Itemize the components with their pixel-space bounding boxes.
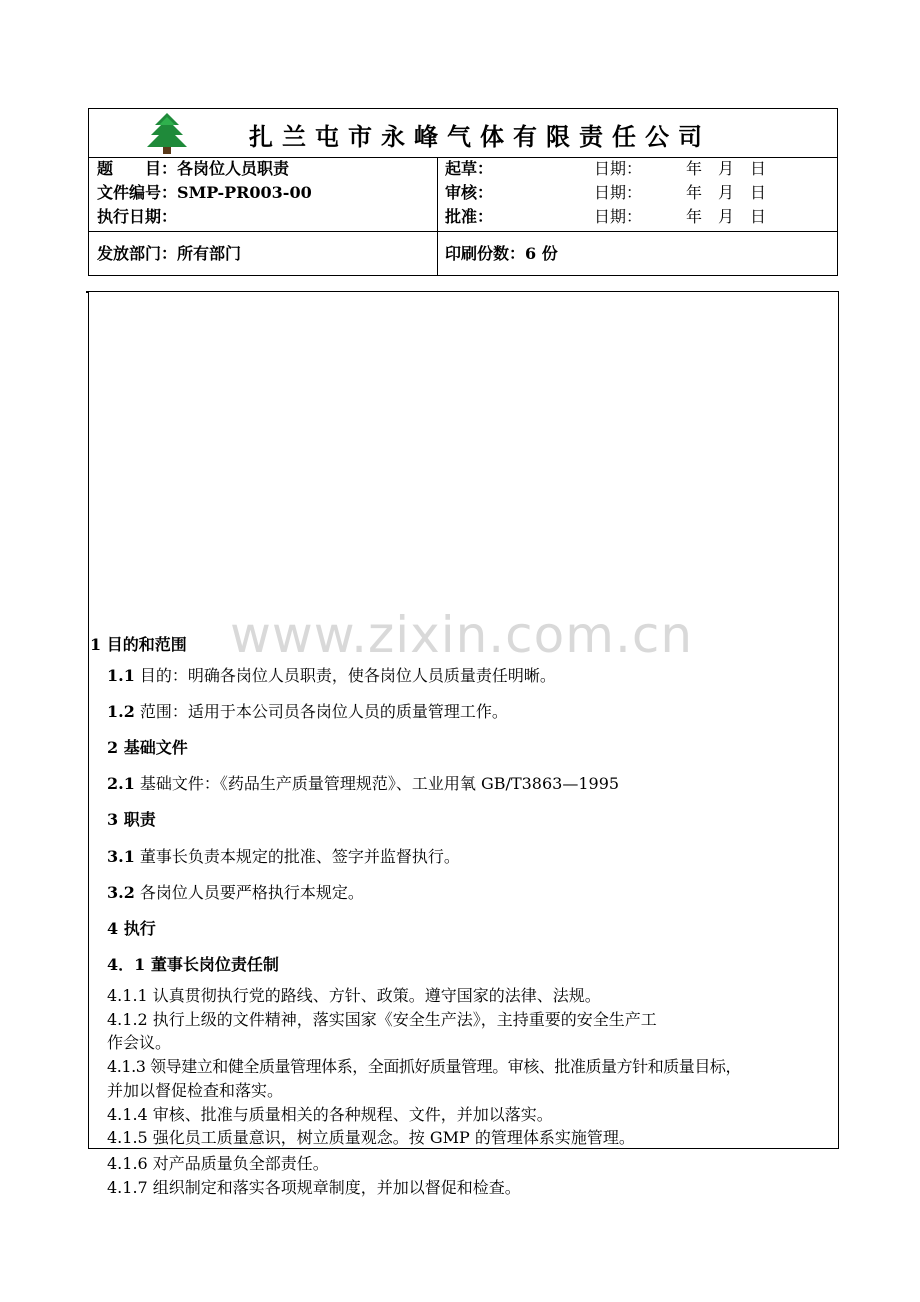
title-field [97, 158, 289, 180]
company-name: 扎兰屯市永峰气体有限责任公司 [249, 123, 711, 151]
item-1-1-text: 目的：明确各岗位人员职责，使各岗位人员质量责任明晰。 [134, 666, 556, 685]
approve-date-label: 日期： [594, 207, 643, 226]
copies-value: 6 [525, 244, 537, 263]
section-1-title: 1 目的和范围 [90, 635, 187, 654]
draft-label: 起草： [445, 159, 494, 178]
review-label: 审核： [445, 183, 494, 202]
item-4-1-1: 4.1.1 认真贯彻执行党的路线、方针、政策。遵守国家的法律、法规。 [107, 986, 601, 1005]
distribution-value: 所有部门 [177, 244, 242, 263]
copies-field [445, 243, 558, 265]
item-1-1 [107, 665, 556, 687]
item-4-1-7: 4.1.7 组织制定和落实各项规章制度，并加以督促和检查。 [107, 1178, 521, 1197]
item-1-2-text: 范围：适用于本公司员各岗位人员的质量管理工作。 [134, 702, 508, 721]
item-4-1-2-line1: 4.1.2 执行上级的文件精神，落实国家《安全生产法》，主持重要的安全生产工 [107, 1010, 657, 1029]
doc-number-field [97, 182, 312, 204]
section-2-title: 2 基础文件 [107, 738, 188, 757]
header-title-row [89, 109, 837, 158]
item-4-1-3-line1: 4.1.3 领导建立和健全质量管理体系，全面抓好质量管理。审核、批准质量方针和质量目标， [107, 1057, 741, 1076]
title-label: 题 目： [97, 159, 178, 178]
approve-label: 批准： [445, 207, 494, 226]
distribution-field [97, 243, 241, 265]
doc-number-label: 文件编号： [97, 183, 178, 202]
item-1-2 [107, 701, 508, 723]
copies-unit: 份 [541, 244, 558, 263]
review-date-label: 日期： [594, 183, 643, 202]
item-3-2-text: 各岗位人员要严格执行本规定。 [134, 883, 364, 902]
distribution-label: 发放部门： [97, 244, 178, 263]
item-4-1-5: 4.1.5 强化员工质量意识，树立质量观念。按 GMP 的管理体系实施管理。 [107, 1128, 635, 1147]
item-3-1-text: 董事长负责本规定的批准、签字并监督执行。 [134, 847, 460, 866]
draft-date-ymd: 年 月 日 [686, 159, 767, 178]
item-1-1-number: 1.1 [107, 666, 135, 685]
header-distribution-row [89, 231, 837, 276]
item-3-1-number: 3.1 [107, 847, 135, 866]
item-4-1-6: 4.1.6 对产品质量负全部责任。 [107, 1154, 329, 1173]
header-column-divider [437, 157, 438, 276]
review-date-ymd: 年 月 日 [686, 183, 767, 202]
item-4-1-3-line2: 并加以督促检查和落实。 [107, 1081, 284, 1100]
section-4-title: 4 执行 [107, 919, 156, 938]
pine-tree-logo-icon [141, 111, 193, 155]
item-3-2 [107, 882, 364, 904]
item-2-1-number: 2.1 [107, 774, 135, 793]
watermark: www.zixin.com.cn [230, 606, 694, 664]
item-4-1-2-line2: 作会议。 [107, 1033, 172, 1052]
approve-date-ymd: 年 月 日 [686, 207, 767, 226]
item-3-1 [107, 846, 460, 868]
item-3-2-number: 3.2 [107, 883, 135, 902]
copies-label: 印刷份数： [445, 244, 526, 263]
doc-number-value: SMP-PR003-00 [177, 183, 312, 202]
draft-date-label: 日期： [594, 159, 643, 178]
item-1-2-number: 1.2 [107, 702, 135, 721]
header-info-row [89, 157, 837, 232]
title-value: 各岗位人员职责 [177, 159, 290, 178]
document-header-table [88, 108, 838, 276]
section-3-title: 3 职责 [107, 810, 156, 829]
section-4-1-title: 4．1 董事长岗位责任制 [107, 955, 279, 974]
item-4-1-4: 4.1.4 审核、批准与质量相关的各种规程、文件，并加以落实。 [107, 1105, 553, 1124]
item-2-1-text: 基础文件：《药品生产质量管理规范》、工业用氧 GB/T3863—1995 [134, 774, 620, 793]
exec-date-label: 执行日期： [97, 207, 178, 226]
item-2-1 [107, 773, 619, 795]
